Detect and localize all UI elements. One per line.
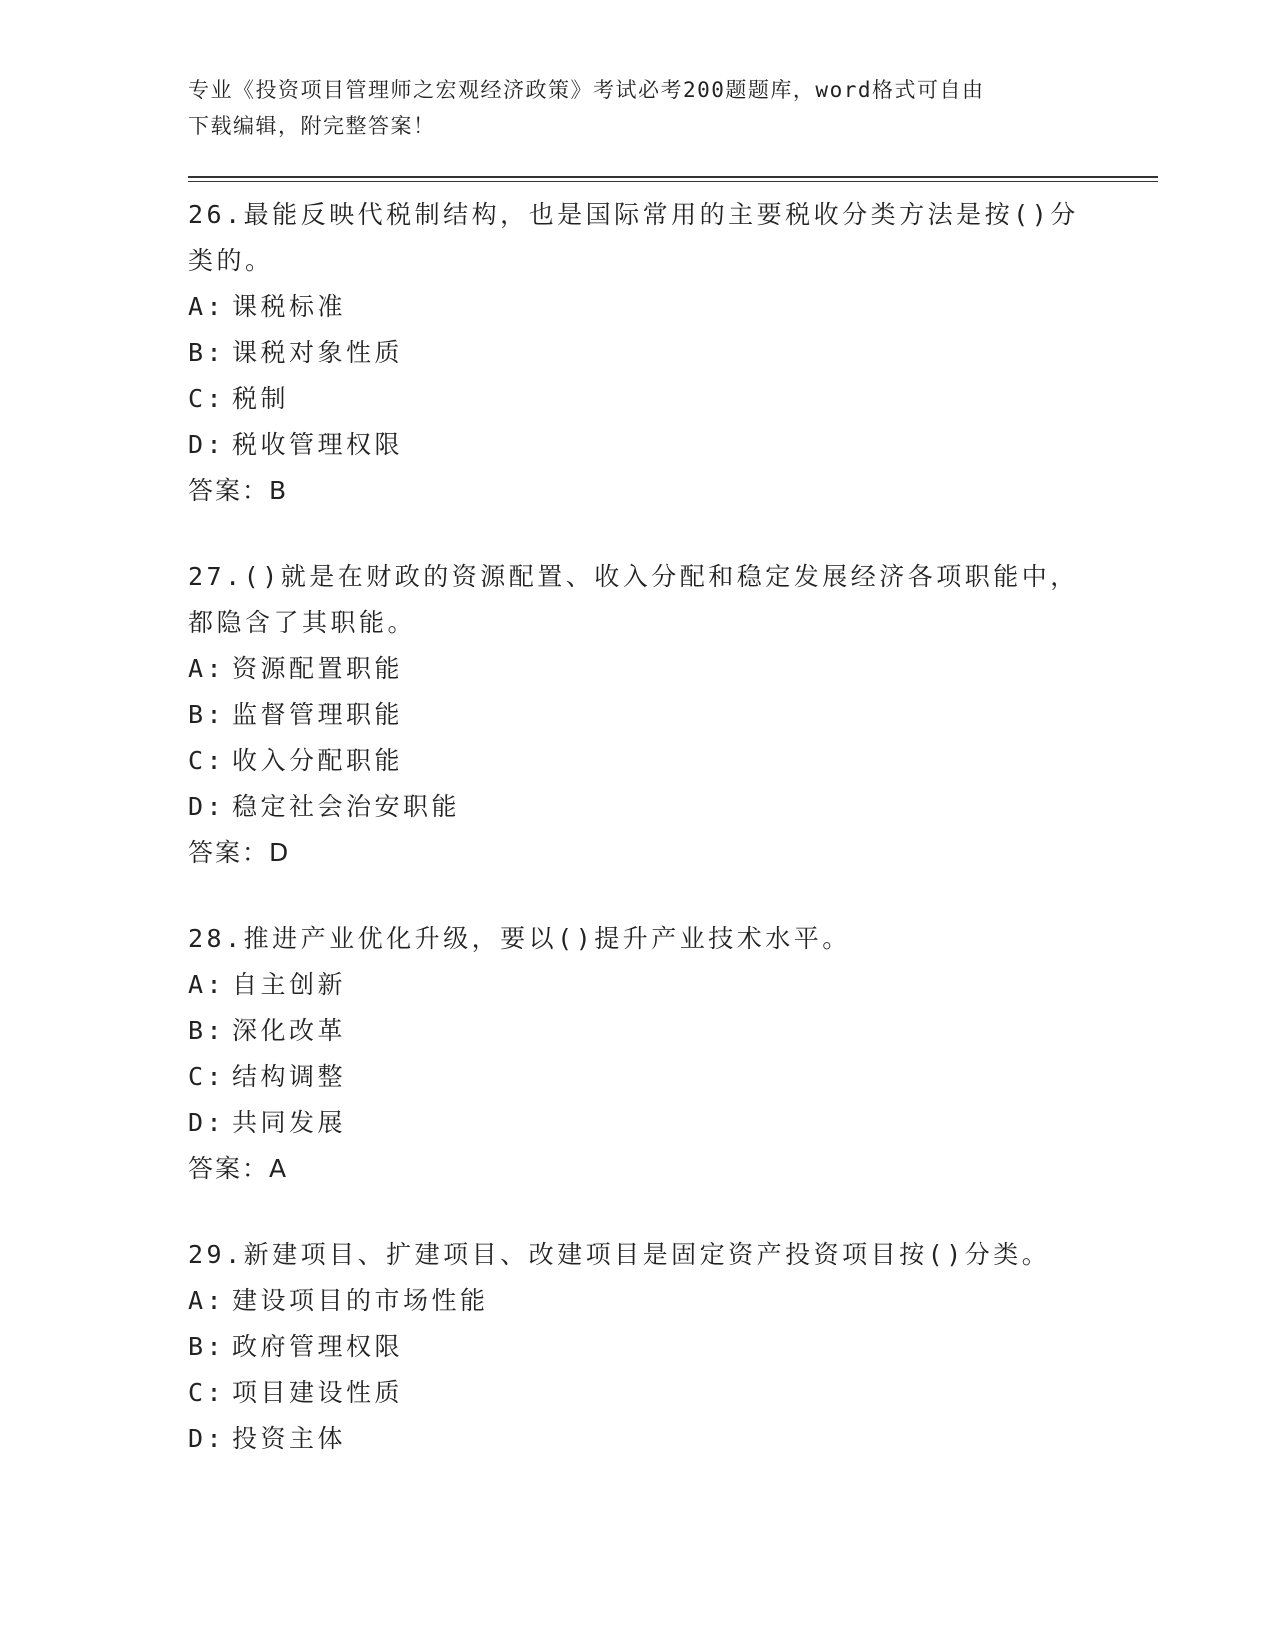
option-b	[188, 692, 1158, 738]
question-29	[188, 1232, 1158, 1462]
option-c	[188, 1054, 1158, 1100]
option-text: 监督管理职能	[232, 700, 404, 729]
question-stem: 29.新建项目、扩建项目、改建项目是固定资产投资项目按()分类。	[188, 1240, 1051, 1269]
option-a	[188, 962, 1158, 1008]
document-page	[188, 72, 1158, 1462]
option-d	[188, 422, 1158, 468]
answer-line: 答案：B	[188, 476, 289, 505]
option-key: B:	[188, 1016, 226, 1045]
option-text: 投资主体	[232, 1424, 347, 1453]
header-line-1: 专业《投资项目管理师之宏观经济政策》考试必考200题题库，word格式可自由	[188, 78, 985, 102]
option-text: 深化改革	[232, 1016, 347, 1045]
option-key: C:	[188, 746, 226, 775]
option-key: A:	[188, 1286, 226, 1315]
question-27	[188, 554, 1158, 876]
option-text: 自主创新	[232, 970, 347, 999]
option-c	[188, 738, 1158, 784]
option-text: 资源配置职能	[232, 654, 404, 683]
option-key: D:	[188, 1108, 226, 1137]
option-b	[188, 330, 1158, 376]
header-divider	[188, 176, 1158, 182]
option-key: D:	[188, 430, 226, 459]
option-text: 政府管理权限	[232, 1332, 404, 1361]
option-key: D:	[188, 1424, 226, 1453]
option-b	[188, 1324, 1158, 1370]
option-b	[188, 1008, 1158, 1054]
option-text: 结构调整	[232, 1062, 347, 1091]
option-a	[188, 284, 1158, 330]
option-key: A:	[188, 292, 226, 321]
option-key: C:	[188, 1062, 226, 1091]
option-text: 稳定社会治安职能	[232, 792, 461, 821]
option-text: 税制	[232, 384, 290, 413]
option-key: C:	[188, 1378, 226, 1407]
option-c	[188, 1370, 1158, 1416]
question-stem: 26.最能反映代税制结构，也是国际常用的主要税收分类方法是按()分类的。	[188, 200, 1079, 275]
question-stem: 28.推进产业优化升级，要以()提升产业技术水平。	[188, 924, 851, 953]
option-d	[188, 1416, 1158, 1462]
option-text: 课税对象性质	[232, 338, 404, 367]
option-key: B:	[188, 1332, 226, 1361]
option-key: A:	[188, 654, 226, 683]
option-text: 课税标准	[232, 292, 347, 321]
option-key: D:	[188, 792, 226, 821]
option-key: A:	[188, 970, 226, 999]
option-key: B:	[188, 700, 226, 729]
option-d	[188, 1100, 1158, 1146]
option-text: 税收管理权限	[232, 430, 404, 459]
option-a	[188, 646, 1158, 692]
option-text: 收入分配职能	[232, 746, 404, 775]
option-key: C:	[188, 384, 226, 413]
question-stem: 27.()就是在财政的资源配置、收入分配和稳定发展经济各项职能中，都隐含了其职能。	[188, 562, 1079, 637]
question-list	[188, 192, 1158, 1462]
option-a	[188, 1278, 1158, 1324]
option-text: 共同发展	[232, 1108, 347, 1137]
answer-line: 答案：D	[188, 838, 291, 867]
question-28	[188, 916, 1158, 1192]
header-line-2: 下载编辑，附完整答案！	[188, 114, 436, 138]
option-text: 建设项目的市场性能	[232, 1286, 489, 1315]
answer-line: 答案：A	[188, 1154, 289, 1183]
question-26	[188, 192, 1158, 514]
document-header	[188, 72, 1048, 144]
option-d	[188, 784, 1158, 830]
option-c	[188, 376, 1158, 422]
option-text: 项目建设性质	[232, 1378, 404, 1407]
option-key: B:	[188, 338, 226, 367]
